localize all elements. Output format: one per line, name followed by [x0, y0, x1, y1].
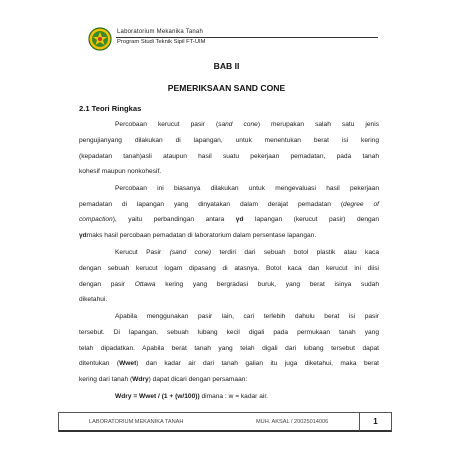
header-divider: [116, 37, 378, 38]
chapter-heading: BAB II: [213, 61, 240, 71]
footer-lab-name: LABORATORIUM MEKANIKA TANAH: [89, 419, 184, 425]
paragraph-line: pemadatan di lapangan yang dinyatakan dalam derajat pemadatan (degree of: [79, 201, 379, 208]
university-logo-icon: [88, 27, 112, 51]
paragraph-line: ditentukan (Wwet) dan kadar air dari tanah galian itu juga diketahui, maka berat: [79, 360, 379, 367]
chapter-title: PEMERIKSAAN SAND CONE: [167, 83, 286, 93]
paragraph-line: dengan sebuah kerucut logam dipasang di atasnya. Botol kaca dan kerucut ini diisi: [79, 265, 379, 272]
paragraph-line: compaction), yaitu perbandingan antara γd lapangan (kerucut pasir) dengan: [79, 216, 379, 223]
header-program-name: Program Studi Teknik Sipil FT-UIM: [117, 39, 206, 45]
paragraph-line: pengujianyang dilakukan di lapangan, untuk menentukan berat isi kering: [79, 137, 379, 144]
formula: Wdry = Wwet / (1 + (w/100)): [115, 393, 200, 400]
page-header: [88, 27, 378, 51]
formula-line: Wdry = Wwet / (1 + (w/100)) dimana : w = kadar air.: [115, 393, 268, 400]
paragraph-line: Apabila menggunakan pasir lain, cari terlebih dahulu berat isi pasir: [115, 313, 379, 320]
paragraph-line: Percobaan ini biasanya dilakukan untuk mengevaluasi hasil pekerjaan: [115, 185, 379, 192]
paragraph-line: dengan pasir Ottawa kering yang bergradasi buruk, yang berat isinya sudah: [79, 281, 379, 288]
page-number: 1: [359, 413, 391, 431]
paragraph-line: Percobaan kerucut pasir (sand cone) merupakan salah satu jenis: [115, 121, 379, 128]
paragraph-line: kering dari tanah (Wdry) dapat dicari dengan persamaan:: [79, 376, 248, 383]
paragraph-line: telah dipadatkan. Apabila berat tanah yang telah digali dari lubang tersebut dapat: [79, 345, 379, 352]
page-footer: [58, 412, 392, 432]
paragraph-line: (kepadatan tanah)asli ataupun hasil suatu pekerjaan pemadatan, pada tanah: [79, 153, 379, 160]
header-lab-name: Laboratorium Mekanika Tanah: [117, 29, 204, 35]
footer-author: MUH. AKSAL / 20025014006: [256, 419, 329, 425]
paragraph-line: γdmaks hasil percobaan pemadatan di laboratorium dalam persentase lapangan.: [79, 232, 317, 239]
paragraph-line: kohesif maupun nonkohesif.: [79, 168, 162, 175]
section-heading: 2.1 Teori Ringkas: [79, 104, 142, 113]
paragraph-line: diketahui.: [79, 296, 108, 303]
paragraph-line: Kerucut Pasir (sand cone) terdiri dari sebuah botol plastik atau kaca: [115, 249, 379, 256]
paragraph-line: tersebut. Di lapangan, sebuah lubang kecil digali pada permukaan tanah yang: [79, 329, 379, 336]
